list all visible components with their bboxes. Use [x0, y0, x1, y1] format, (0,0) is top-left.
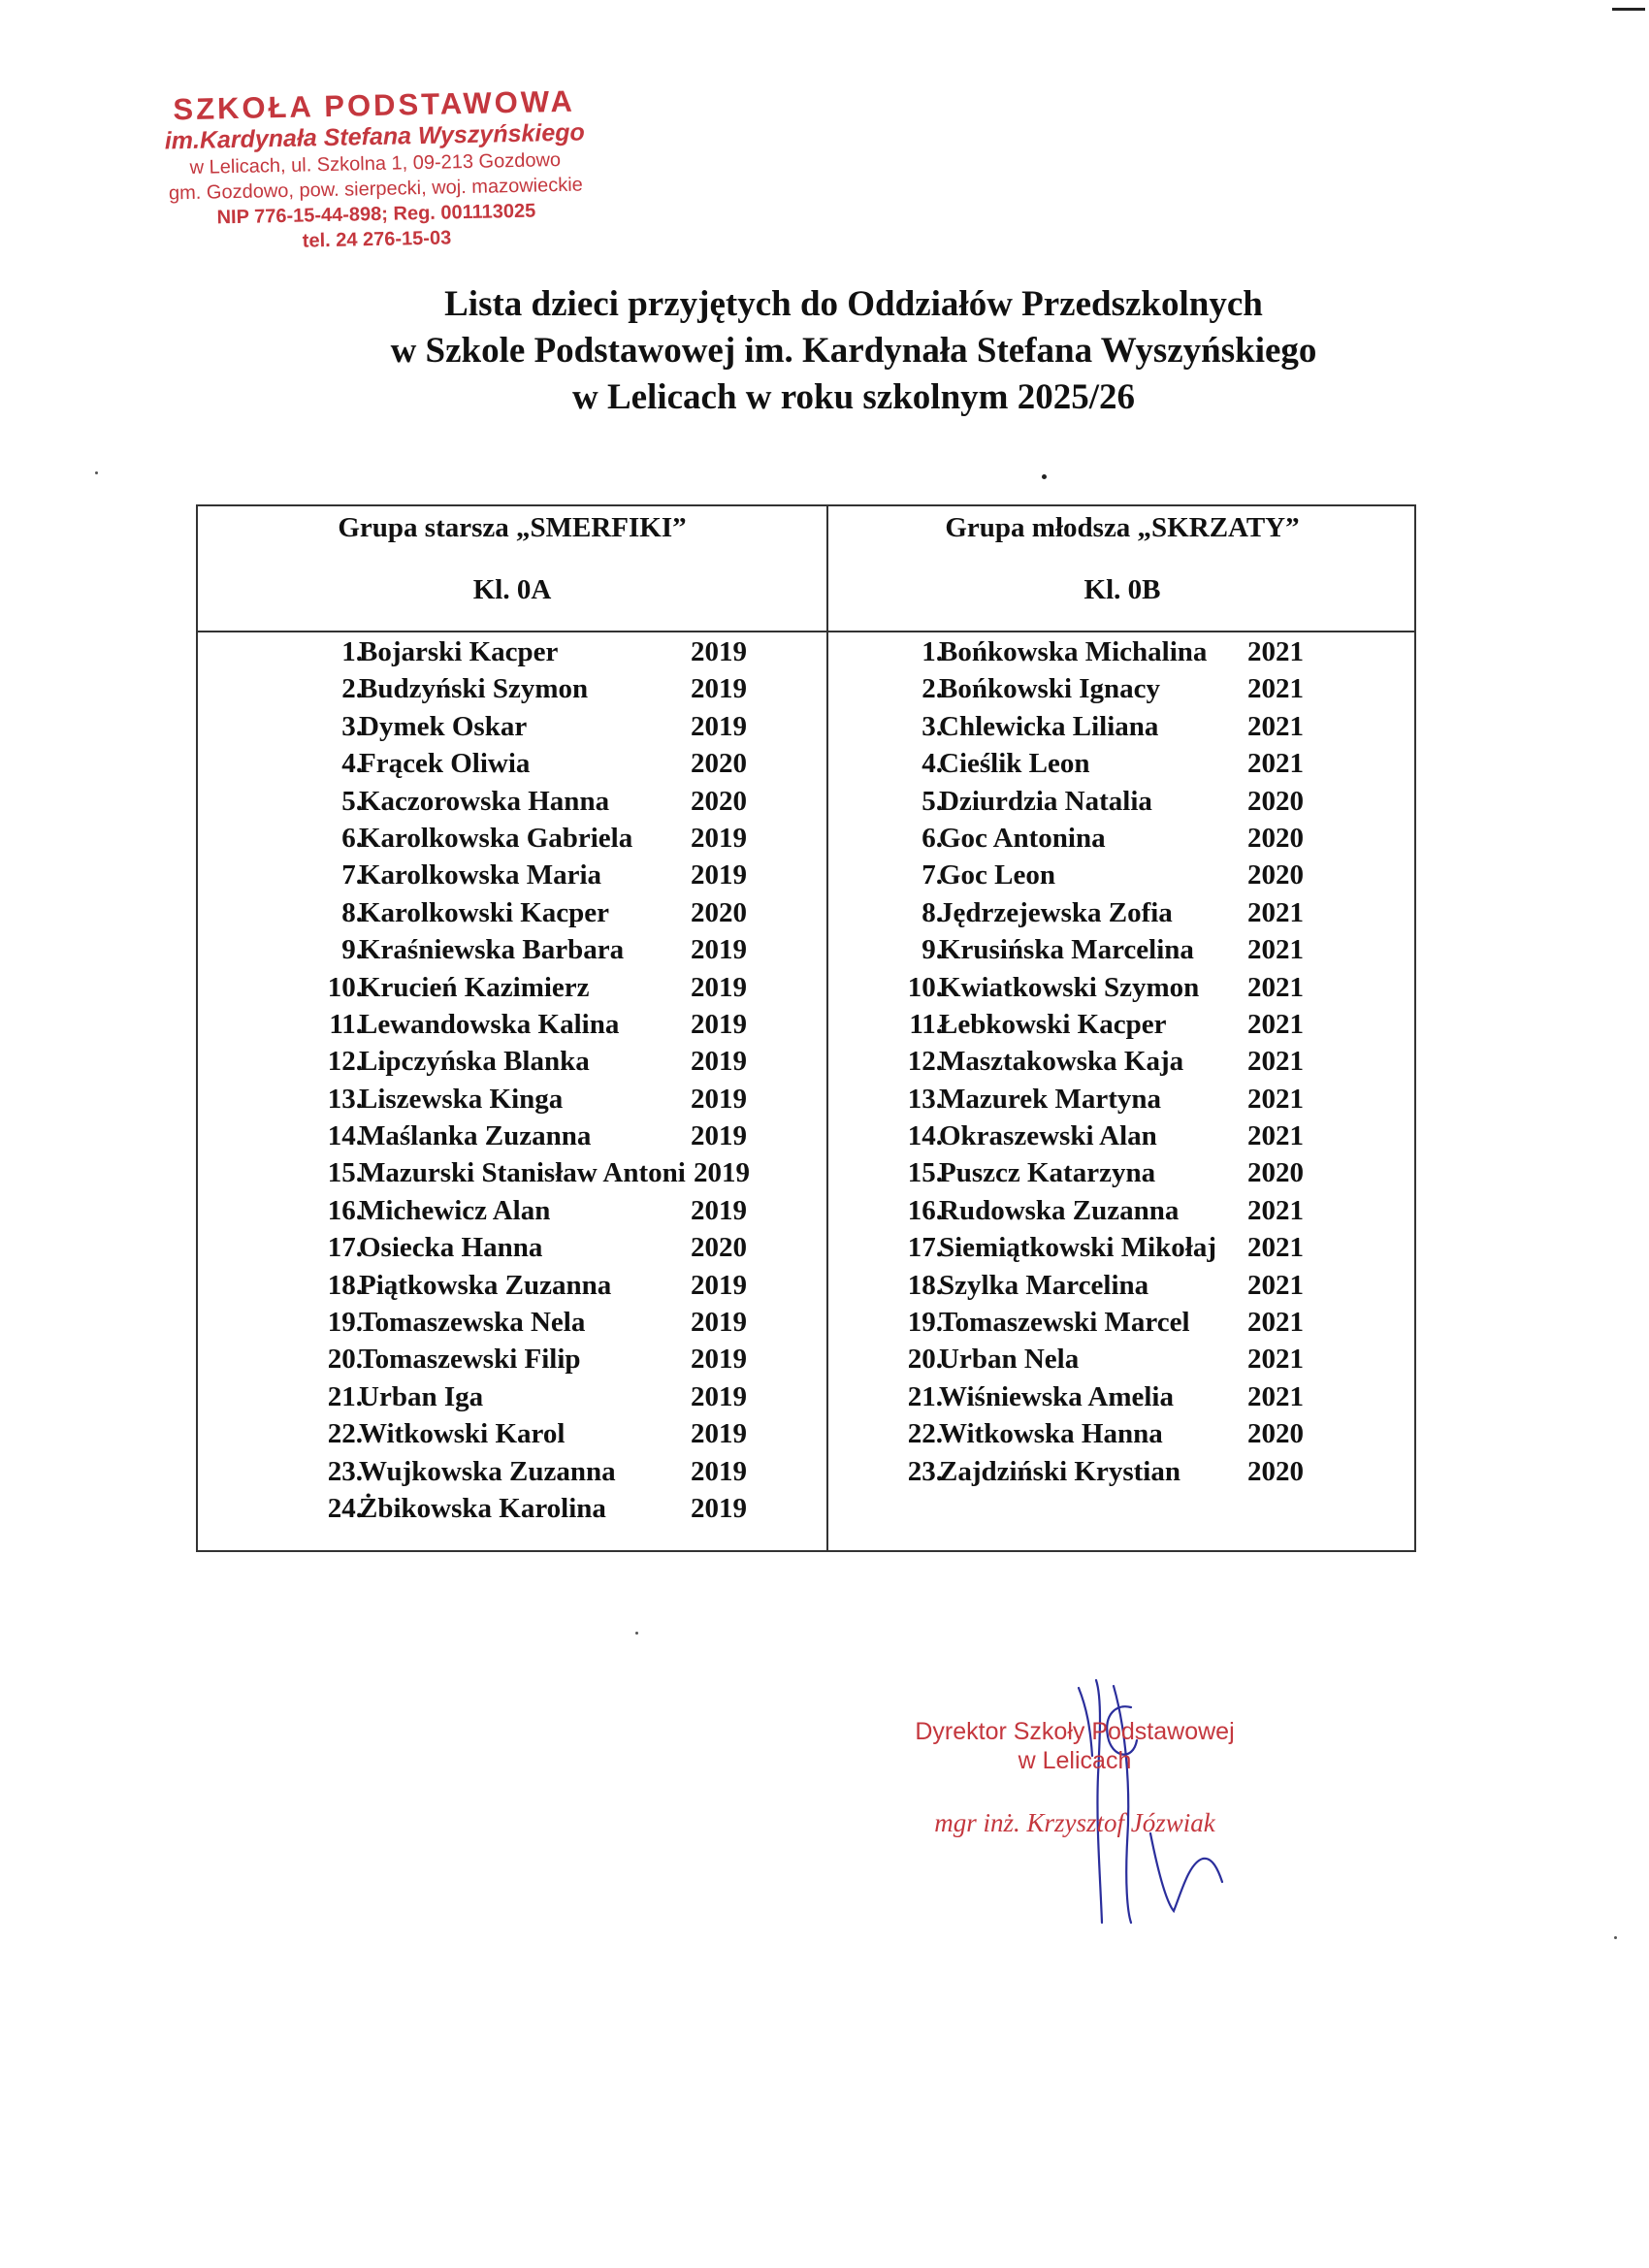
child-row [327, 1154, 824, 1191]
child-number: 3. [341, 710, 363, 742]
child-birth-year: 2020 [1247, 822, 1304, 854]
child-birth-year: 2019 [691, 1120, 747, 1152]
child-row [327, 1081, 824, 1118]
child-number: 11. [329, 1008, 363, 1040]
children-list-older [327, 633, 824, 1527]
child-birth-year: 2020 [1247, 1157, 1304, 1189]
child-row [329, 1006, 824, 1043]
child-birth-year: 2021 [1247, 1269, 1304, 1301]
child-name: Bońkowska Michalina [939, 636, 1208, 667]
child-name: Siemiątkowski Mikołaj [939, 1232, 1216, 1264]
child-birth-year: 2019 [691, 971, 747, 1003]
child-number: 7. [341, 859, 363, 891]
stamp-school-name: SZKOŁA PODSTAWOWA [173, 83, 576, 127]
group-name: Grupa starsza „SMERFIKI” [338, 512, 687, 543]
child-row [341, 894, 824, 931]
title-line-2: w Szkole Podstawowej im. Kardynała Stefana Wyszyńskiego [390, 331, 1317, 371]
child-name: Karolkowski Kacper [359, 896, 610, 928]
child-row [327, 1229, 824, 1266]
child-number: 6. [341, 822, 363, 854]
scan-speck [1614, 1936, 1617, 1939]
child-row [907, 1081, 1414, 1118]
child-name: Wujkowska Zuzanna [359, 1455, 616, 1487]
groups-table [196, 504, 1416, 1552]
child-name: Tomaszewski Marcel [939, 1307, 1190, 1339]
child-name: Goc Antonina [939, 822, 1106, 854]
child-row [907, 1304, 1414, 1341]
child-birth-year: 2019 [691, 1492, 747, 1524]
child-number: 18. [907, 1269, 943, 1301]
child-row [341, 670, 824, 707]
child-row [922, 745, 1414, 782]
child-name: Masztakowska Kaja [939, 1046, 1184, 1078]
child-name: Dymek Oskar [359, 710, 528, 742]
child-birth-year: 2021 [1247, 1083, 1304, 1115]
child-name: Michewicz Alan [359, 1194, 551, 1226]
child-row [327, 1341, 824, 1377]
scan-dot [1042, 474, 1047, 479]
child-birth-year: 2019 [691, 859, 747, 891]
child-row [907, 1229, 1414, 1266]
child-row [922, 931, 1414, 968]
child-birth-year: 2019 [691, 1344, 747, 1376]
child-birth-year: 2021 [1247, 673, 1304, 705]
child-name: Szylka Marcelina [939, 1269, 1149, 1301]
child-row [922, 783, 1414, 820]
child-row [922, 670, 1414, 707]
child-name: Krusińska Marcelina [939, 934, 1194, 966]
child-name: Tomaszewski Filip [359, 1344, 581, 1376]
child-number: 12. [907, 1046, 943, 1078]
signature-role-line-1: Dyrektor Szkoły Podstawowej [915, 1718, 1235, 1745]
child-birth-year: 2021 [1247, 896, 1304, 928]
child-row [341, 820, 824, 857]
scan-speck [635, 1632, 638, 1635]
child-row [909, 1006, 1414, 1043]
child-row [922, 708, 1414, 745]
child-row [907, 1453, 1414, 1490]
child-number: 21. [327, 1380, 363, 1412]
child-number: 1. [922, 636, 943, 667]
child-row [341, 745, 824, 782]
child-birth-year: 2021 [1247, 1194, 1304, 1226]
child-name: Frącek Oliwia [359, 748, 531, 780]
child-name: Urban Nela [939, 1344, 1080, 1376]
child-name: Krucień Kazimierz [359, 971, 590, 1003]
child-name: Mazurski Stanisław Antoni [359, 1157, 686, 1189]
child-number: 8. [341, 896, 363, 928]
school-stamp [155, 84, 595, 256]
child-birth-year: 2019 [691, 1269, 747, 1301]
child-number: 9. [922, 934, 943, 966]
child-row [341, 931, 824, 968]
child-birth-year: 2020 [691, 1232, 747, 1264]
child-birth-year: 2021 [1247, 1380, 1304, 1412]
child-number: 18. [327, 1269, 363, 1301]
child-row [327, 1453, 824, 1490]
child-number: 6. [922, 822, 943, 854]
child-row [341, 633, 824, 670]
child-number: 7. [922, 859, 943, 891]
child-row [327, 1267, 824, 1304]
child-number: 5. [922, 785, 943, 817]
child-row [341, 708, 824, 745]
child-birth-year: 2020 [691, 748, 747, 780]
child-name: Cieślik Leon [939, 748, 1090, 780]
child-row [341, 783, 824, 820]
child-birth-year: 2021 [1247, 710, 1304, 742]
child-name: Łebkowski Kacper [939, 1008, 1167, 1040]
child-row [327, 1415, 824, 1452]
child-number: 20. [907, 1344, 943, 1376]
child-row [907, 1415, 1414, 1452]
child-name: Urban Iga [359, 1380, 484, 1412]
child-birth-year: 2019 [691, 822, 747, 854]
child-birth-year: 2020 [1247, 1455, 1304, 1487]
group-class: Kl. 0B [1083, 574, 1161, 605]
column-divider [826, 506, 828, 1550]
child-birth-year: 2021 [1247, 1232, 1304, 1264]
child-birth-year: 2021 [1247, 1008, 1304, 1040]
child-number: 4. [341, 748, 363, 780]
child-number: 15. [327, 1157, 363, 1189]
child-birth-year: 2019 [691, 1418, 747, 1450]
child-number: 24. [327, 1492, 363, 1524]
child-row [327, 1378, 824, 1415]
child-birth-year: 2019 [691, 1307, 747, 1339]
child-birth-year: 2019 [691, 1455, 747, 1487]
child-birth-year: 2019 [691, 1046, 747, 1078]
signature-name: mgr inż. Krzysztof Józwiak [934, 1808, 1215, 1837]
child-birth-year: 2021 [1247, 1307, 1304, 1339]
child-name: Liszewska Kinga [359, 1083, 564, 1115]
child-number: 2. [922, 673, 943, 705]
title-line-3: w Lelicach w roku szkolnym 2025/26 [571, 377, 1136, 417]
children-list-younger [907, 633, 1414, 1490]
page-edge-mark [1612, 8, 1645, 11]
child-name: Mazurek Martyna [939, 1083, 1161, 1115]
child-name: Chlewicka Liliana [939, 710, 1159, 742]
child-birth-year: 2021 [1247, 1344, 1304, 1376]
child-row [907, 1043, 1414, 1080]
child-birth-year: 2020 [691, 896, 747, 928]
child-birth-year: 2021 [1247, 934, 1304, 966]
child-birth-year: 2019 [694, 1157, 750, 1189]
child-number: 10. [907, 971, 943, 1003]
child-name: Żbikowska Karolina [359, 1492, 606, 1524]
child-name: Wiśniewska Amelia [939, 1380, 1174, 1412]
child-birth-year: 2020 [1247, 859, 1304, 891]
director-signature-block [890, 1717, 1259, 1837]
child-row [341, 857, 824, 893]
child-number: 10. [327, 971, 363, 1003]
child-name: Dziurdzia Natalia [939, 785, 1152, 817]
child-name: Bojarski Kacper [359, 636, 559, 667]
child-number: 3. [922, 710, 943, 742]
child-name: Puszcz Katarzyna [939, 1157, 1156, 1189]
child-birth-year: 2020 [1247, 785, 1304, 817]
child-row [907, 1118, 1414, 1154]
child-number: 21. [907, 1380, 943, 1412]
child-number: 14. [907, 1120, 943, 1152]
child-birth-year: 2021 [1247, 971, 1304, 1003]
child-number: 19. [907, 1307, 943, 1339]
child-row [327, 969, 824, 1006]
child-number: 19. [327, 1307, 363, 1339]
child-birth-year: 2021 [1247, 1046, 1304, 1078]
child-birth-year: 2020 [1247, 1418, 1304, 1450]
scan-speck [95, 471, 98, 474]
child-row [327, 1192, 824, 1229]
stamp-district: gm. Gozdowo, pow. sierpecki, woj. mazowieckie [168, 174, 584, 205]
stamp-registry: NIP 776-15-44-898; Reg. 001113025 [216, 200, 536, 229]
child-number: 13. [327, 1083, 363, 1115]
child-number: 4. [922, 748, 943, 780]
child-row [907, 969, 1414, 1006]
child-name: Bońkowski Ignacy [939, 673, 1161, 705]
stamp-phone: tel. 24 276-15-03 [302, 227, 452, 252]
child-birth-year: 2019 [691, 636, 747, 667]
child-birth-year: 2019 [691, 934, 747, 966]
child-birth-year: 2021 [1247, 636, 1304, 667]
child-row [907, 1267, 1414, 1304]
group-class: Kl. 0A [472, 574, 552, 605]
child-birth-year: 2019 [691, 710, 747, 742]
child-number: 13. [907, 1083, 943, 1115]
child-birth-year: 2019 [691, 1194, 747, 1226]
child-name: Goc Leon [939, 859, 1056, 891]
child-birth-year: 2019 [691, 1380, 747, 1412]
child-row [922, 633, 1414, 670]
child-birth-year: 2021 [1247, 748, 1304, 780]
child-name: Jędrzejewska Zofia [939, 896, 1173, 928]
child-name: Kwiatkowski Szymon [939, 971, 1200, 1003]
child-name: Piątkowska Zuzanna [359, 1269, 612, 1301]
stamp-address: w Lelicach, ul. Szkolna 1, 09-213 Gozdowo [189, 148, 562, 179]
child-birth-year: 2019 [691, 1083, 747, 1115]
child-name: Tomaszewska Nela [359, 1307, 586, 1339]
header-divider [198, 631, 1414, 632]
child-number: 16. [907, 1194, 943, 1226]
child-name: Maślanka Zuzanna [359, 1120, 592, 1152]
child-row [922, 820, 1414, 857]
child-number: 5. [341, 785, 363, 817]
group-name: Grupa młodsza „SKRZATY” [945, 512, 1300, 543]
child-name: Lewandowska Kalina [359, 1008, 620, 1040]
child-number: 9. [341, 934, 363, 966]
child-name: Kaczorowska Hanna [359, 785, 610, 817]
child-number: 23. [907, 1455, 943, 1487]
child-name: Osiecka Hanna [359, 1232, 543, 1264]
child-number: 17. [327, 1232, 363, 1264]
child-number: 2. [341, 673, 363, 705]
child-name: Zajdziński Krystian [939, 1455, 1180, 1487]
child-number: 12. [327, 1046, 363, 1078]
group-header-younger [828, 506, 1416, 631]
document-title [0, 281, 1649, 421]
child-number: 11. [909, 1008, 943, 1040]
group-header-older [198, 506, 826, 631]
child-number: 20. [327, 1344, 363, 1376]
title-line-1: Lista dzieci przyjętych do Oddziałów Przedszkolnych [444, 284, 1263, 324]
child-number: 22. [327, 1418, 363, 1450]
child-number: 23. [327, 1455, 363, 1487]
child-row [327, 1490, 824, 1527]
child-row [907, 1341, 1414, 1377]
child-name: Witkowski Karol [359, 1418, 566, 1450]
child-name: Witkowska Hanna [939, 1418, 1163, 1450]
child-name: Rudowska Zuzanna [939, 1194, 1180, 1226]
child-birth-year: 2021 [1247, 1120, 1304, 1152]
child-row [327, 1118, 824, 1154]
child-number: 14. [327, 1120, 363, 1152]
child-number: 17. [907, 1232, 943, 1264]
child-name: Budzyński Szymon [359, 673, 589, 705]
child-row [907, 1154, 1414, 1191]
child-name: Karolkowska Maria [359, 859, 601, 891]
child-birth-year: 2019 [691, 673, 747, 705]
child-number: 16. [327, 1194, 363, 1226]
child-birth-year: 2019 [691, 1008, 747, 1040]
child-name: Lipczyńska Blanka [359, 1046, 590, 1078]
child-row [327, 1043, 824, 1080]
child-number: 8. [922, 896, 943, 928]
child-birth-year: 2020 [691, 785, 747, 817]
child-name: Karolkowska Gabriela [359, 822, 633, 854]
child-name: Kraśniewska Barbara [359, 934, 625, 966]
child-number: 15. [907, 1157, 943, 1189]
child-row [907, 1378, 1414, 1415]
child-number: 22. [907, 1418, 943, 1450]
child-number: 1. [341, 636, 363, 667]
child-name: Okraszewski Alan [939, 1120, 1157, 1152]
child-row [922, 894, 1414, 931]
stamp-patron: im.Kardynała Stefana Wyszyńskiego [164, 118, 586, 155]
signature-role-line-2: w Lelicach [1018, 1747, 1132, 1774]
child-row [907, 1192, 1414, 1229]
child-row [327, 1304, 824, 1341]
child-row [922, 857, 1414, 893]
